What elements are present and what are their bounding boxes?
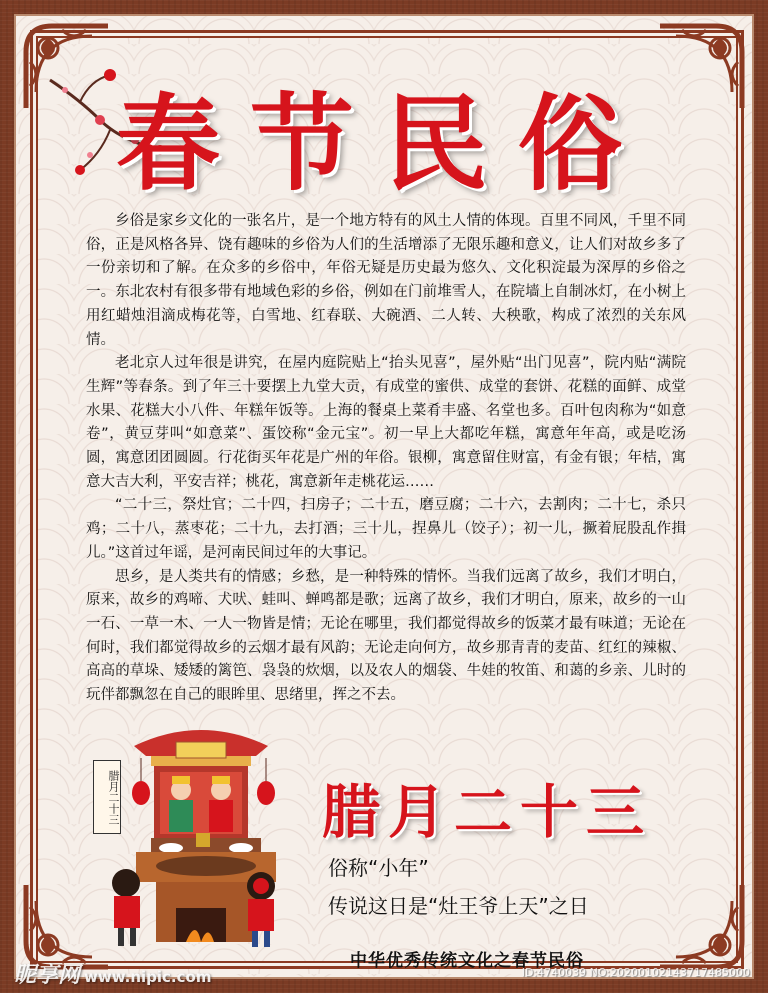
article-paragraph: “二十三，祭灶官；二十四，扫房子；二十五，磨豆腐；二十六，去割肉；二十七，杀只鸡；二十八，蒸枣花；二十九，去打酒；三十儿，捏鼻儿（饺子）；初一儿，撅着屁股乱作揖儿。”这首过年谣，是河南民间过年的大事记。 [86, 497, 686, 561]
article-paragraph: 思乡，是人类共有的情感；乡愁，是一种特殊的情怀。当我们远离了故乡，我们才明白，原来，故乡的鸡啼、犬吠、蛙叫、蝉鸣都是歌；远离了故乡，我们才明白，原来，故乡的一山一石、一草一木、一人一物皆是情；无论在哪里，我们都觉得故乡的饭菜才最有味道；无论在何时，我们都觉得故乡的云烟才最有风韵；无论走向何方，故乡那青青的麦苗、红红的辣椒、高高的草垛、矮矮的篱笆、袅袅的炊烟，以及农人的烟袋、牛娃的牧笛、和蔼的乡亲、儿时的玩伴都飘忽在自己的眼眸里、思绪里，挥之不去。 [86, 568, 686, 704]
kitchen-god-shrine-icon [96, 718, 306, 958]
watermark-site: www.nipic.com [84, 968, 212, 986]
footer-caption: 中华优秀传统文化之春节民俗 [350, 951, 584, 971]
vertical-date-label: 腊月二十三 [93, 760, 121, 834]
watermark-logo-text: 昵享网 [14, 963, 81, 988]
article-paragraph: 乡俗是家乡文化的一张名片，是一个地方特有的风土人情的体现。百里不同风，千里不同俗，正是风格各异、饶有趣味的乡俗为人们的生活增添了无限乐趣和意义，让人们对故乡多了一份亲切和了解。在众多的乡俗中，年俗无疑是历史最为悠久、文化积淀最为深厚的乡俗之一。东北农村有很多带有地域色彩的乡俗，例如在门前堆雪人，在院墙上自制冰灯，在小树上用红蜡烛泪滴成梅花等，白雪地、红春联、大碗酒、二人转、大秧歌，构成了浓烈的关东风情。 [86, 213, 686, 348]
corner-ornament-icon [656, 881, 746, 971]
page-title: 春节民俗 [115, 82, 652, 205]
feature-line-1: 俗称“小年” [328, 856, 429, 880]
article-paragraph: 老北京人过年很是讲究，在屋内庭院贴上“抬头见喜”，屋外贴“出门见喜”，院内贴“满院生辉”等春条。到了年三十要摆上九堂大贡，有成堂的蜜供、成堂的套饼、花糕的面鲜、成堂水果、花糕大小八件、年糕年饭等。上海的餐桌上菜肴丰盛、名堂也多。百叶包肉称为“如意卷”，黄豆芽叫“如意菜”、蛋饺称“金元宝”。初一早上大都吃年糕，寓意年年高，或是吃汤圆，寓意团团圆圆。行花街买年花是广州的年俗。银柳，寓意留住财富，有金有银；年桔，寓意大吉大利，平安吉祥；桃花，寓意新年走桃花运…… [86, 355, 686, 490]
article-body [86, 210, 686, 708]
watermark-logo [14, 958, 211, 989]
watermark-id: ID:4740039 NO:20200102143717485000 [521, 966, 750, 979]
feature-title: 腊月二十三 [322, 778, 653, 846]
feature-line-2: 传说这日是“灶王爷上天”之日 [328, 894, 589, 918]
